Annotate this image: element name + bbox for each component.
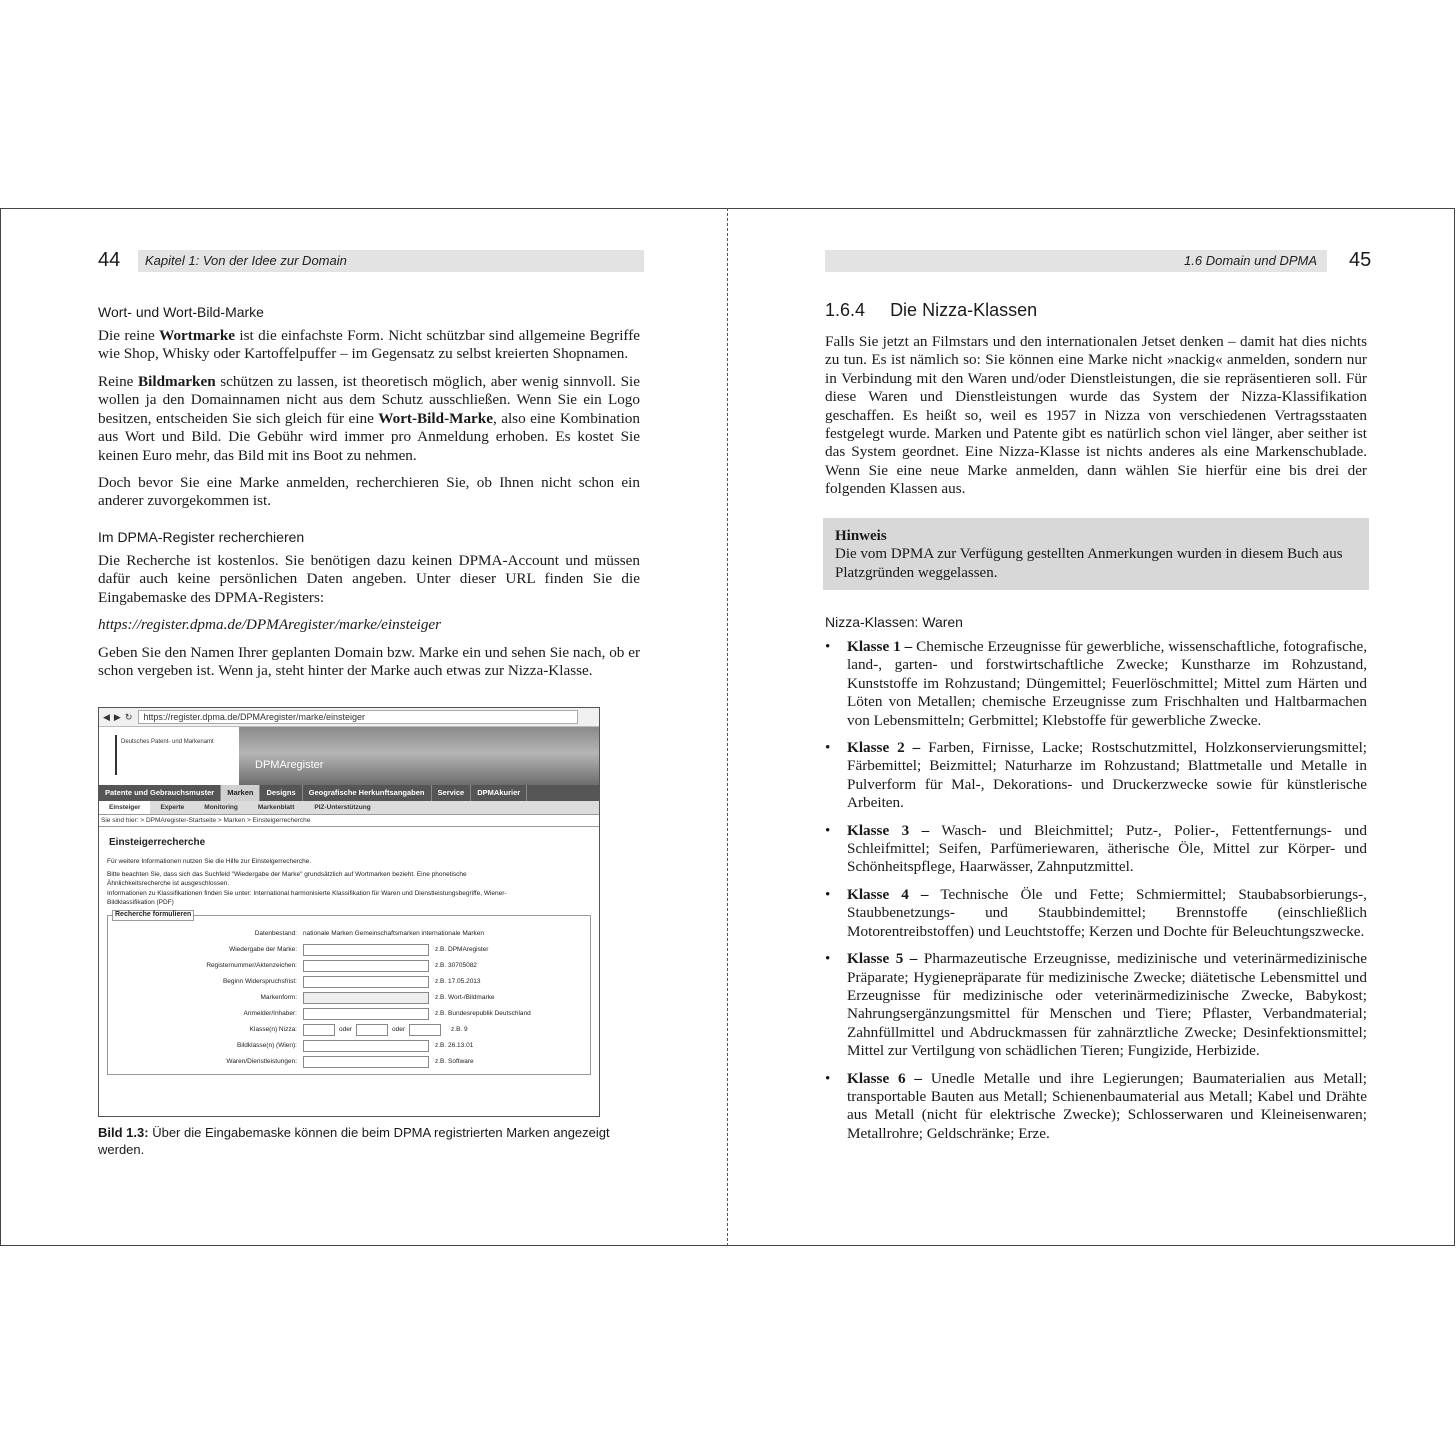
info-hilfe: Für weitere Informationen nutzen Sie die Hilfe zur Einsteigerrecherche. — [107, 857, 312, 865]
subnav-markenblatt[interactable]: Markenblatt — [257, 804, 295, 811]
nizza-input-2[interactable] — [356, 1024, 388, 1036]
waren-heading: Nizza-Klassen: Waren — [825, 614, 963, 630]
anmelder-input[interactable] — [303, 1008, 429, 1020]
para-recherche: Doch bevor Sie eine Marke anmelden, recherchieren Sie, ob Ihnen nicht schon ein anderer zuvorgekommen ist. — [98, 474, 640, 510]
left-page-number: 44 — [98, 249, 121, 271]
list-item: • Klasse 3 – Wasch- und Bleichmittel; Putz-, Polier-, Fettentfernungs- und Schleifmittel; Seifen, Parfümeriewaren, ätherische Öle, Mittel zur Körper- und Schönheitspflege, Haarwässer, Zahnputzmittel. — [825, 821, 1367, 876]
page-gutter — [727, 208, 728, 1246]
row-waren: Waren/Dienstleistungen: z.B. Software — [112, 1054, 586, 1070]
right-page-number: 45 — [1349, 249, 1372, 271]
dpma-logo: Deutsches Patent- und Markenamt — [99, 727, 239, 785]
nav-herkunft[interactable]: Geografische Herkunftsangaben — [303, 785, 432, 801]
form-legend: Recherche formulieren — [112, 910, 194, 921]
widerspruch-input[interactable] — [303, 976, 429, 988]
list-item: • Klasse 5 – Pharmazeutische Erzeugnisse, medizinische und veterinärmedizinische Präparate; Hygienepräparate für medizinische Zwecke; diätetische Lebensmittel und Erzeugnisse für medizinische oder veterinärmedizinische Zwecke, Babykost; Nahrungsergänzungsmittel für Menschen und Tiere; Pflaster, Verbandmaterial; Zahnfüllmittel und Abdruckmassen für zahnärztliche Zwecke; Desinfektionsmittel; Mittel zur Vertilgung von schädlichen Tieren; Fungizide, Herbizide. — [825, 950, 1367, 1060]
register-url[interactable]: https://register.dpma.de/DPMAregister/marke/einsteiger — [98, 616, 442, 633]
search-body — [99, 827, 599, 1081]
dpma-banner — [99, 727, 599, 785]
para-domain: Geben Sie den Namen Ihrer geplanten Domain bzw. Marke ein und sehen Sie nach, ob er schon vergeben ist. Wenn ja, steht hinter der Marke auch etwas zur Nizza-Klasse. — [98, 644, 640, 680]
hinweis-box — [823, 518, 1369, 590]
address-bar[interactable]: https://register.dpma.de/DPMAregister/marke/einsteiger — [138, 710, 578, 724]
info-suchfeld: Bitte beachten Sie, dass sich das Suchfeld "Wiedergabe der Marke" grundsätzlich auf Wortmarken bezieht. Eine phonetische Ähnlichkeitsrecherche ist ausgeschlossen. — [107, 871, 467, 887]
nizza-class-list — [825, 638, 1367, 1152]
markenform-select[interactable] — [303, 992, 429, 1004]
reload-icon[interactable]: ↻ — [124, 711, 133, 722]
row-datenbestand: Datenbestand: nationale Marken Gemeinschaftsmarken internationale Marken — [254, 929, 485, 937]
row-widerspruch: Beginn Widerspruchsfrist: z.B. 17.05.2013 — [112, 974, 586, 990]
subnav-experte[interactable]: Experte — [160, 804, 185, 811]
hinweis-text: Die vom DPMA zur Verfügung gestellten Anmerkungen wurden in diesem Buch aus Platzgründen weggelassen. — [835, 546, 1343, 581]
search-title: Einsteigerrecherche — [109, 837, 206, 848]
subnav-einsteiger[interactable]: Einsteiger — [99, 801, 150, 814]
back-icon[interactable]: ◀ — [103, 711, 110, 722]
nav-marken[interactable]: Marken — [221, 785, 260, 801]
banner-image — [239, 727, 599, 785]
row-registernummer: Registernummer/Aktenzeichen: z.B. 30705082 — [112, 958, 586, 974]
bildklasse-input[interactable] — [303, 1040, 429, 1052]
heading-wortmarke: Wort- und Wort-Bild-Marke — [98, 304, 264, 320]
section-number: 1.6.4 — [825, 300, 866, 320]
row-anmelder: Anmelder/Inhaber: z.B. Bundesrepublik Deutschland — [112, 1006, 586, 1022]
row-markenform: Markenform: z.B. Wort-/Bildmarke — [112, 990, 586, 1006]
sub-nav — [99, 801, 599, 815]
main-nav — [99, 785, 599, 801]
breadcrumb: Sie sind hier: > DPMAregister-Startseite > Marken > Einsteigerrecherche — [99, 815, 599, 827]
browser-bar — [99, 708, 599, 727]
forward-icon[interactable]: ▶ — [113, 711, 121, 722]
wiedergabe-input[interactable] — [303, 944, 429, 956]
list-item: • Klasse 6 – Unedle Metalle und ihre Legierungen; Baumaterialien aus Metall; transportable Bauten aus Metall; Schienenbaumaterial aus Metall; Kabel und Drähte aus Metall (nicht für elektrische Zwecke); Schlosserwaren und Kleineisenwaren; Metallrohre; Geldschränke; Erze. — [825, 1069, 1367, 1142]
para-kostenlos: Die Recherche ist kostenlos. Sie benötigen dazu keinen DPMA-Account und müssen dafür auch keine persönlichen Daten angeben. Unter dieser URL finden Sie die Eingabemaske des DPMA-Registers: — [98, 552, 640, 606]
heading-register: Im DPMA-Register recherchieren — [98, 529, 305, 545]
right-running-header — [825, 248, 1370, 272]
row-wiedergabe: Wiedergabe der Marke: z.B. DPMAregister — [112, 942, 586, 958]
section-title: Die Nizza-Klassen — [890, 300, 1038, 320]
nav-designs[interactable]: Designs — [260, 785, 302, 801]
list-item: • Klasse 4 – Technische Öle und Fette; Schmiermittel; Staubabsorbierungs-, Staubbenetzungs- und Staubbindemittel; Brennstoffe (einschließlich Motorentreibstoffen) und Leuchtstoffe; Kerzen und Dochte für Beleuchtungszwecke. — [825, 885, 1367, 940]
registernummer-input[interactable] — [303, 960, 429, 972]
left-running-header — [98, 248, 644, 272]
nav-patente[interactable]: Patente und Gebrauchsmuster — [99, 785, 221, 801]
banner-title: DPMAregister — [255, 759, 324, 771]
dpma-screenshot — [98, 707, 600, 1117]
nav-kurier[interactable]: DPMAkurier — [471, 785, 527, 801]
caption-text: Über die Eingabemaske können die beim DPMA registrierten Marken angezeigt werden. — [98, 1125, 610, 1157]
subnav-piz[interactable]: PIZ-Unterstützung — [314, 804, 371, 811]
row-bildklasse: Bildklasse(n) (Wien): z.B. 26.13.01 — [112, 1038, 586, 1054]
subnav-monitoring[interactable]: Monitoring — [204, 804, 238, 811]
caption-label: Bild 1.3: — [98, 1125, 149, 1140]
right-running-head: 1.6 Domain und DPMA — [825, 250, 1327, 272]
nizza-intro: Falls Sie jetzt an Filmstars und den internationalen Jetset denken – damit hat dies nichts zu tun. Es ist nämlich so: Sie können eine Marke nicht »nackig« anmelden, sondern nur in Verbindung mit den Waren und/oder Dienstleistungen, die sie repräsentieren soll. Für diese Waren und Dienstleistungen wurde das System der Nizza-Klassifikation geschaffen. Es heißt so, weil es 1957 in Nizza von verschiedenen Vertragsstaaten festgelegt wurde. Marken und Patente gibt es natürlich schon viel länger, aber seither ist das System geordnet. Eine Nizza-Klasse ist nichts anderes als eine Markenschublade. Wenn Sie eine neue Marke anmelden, dann wählen Sie hierfür eine bis drei der folgenden Klassen aus. — [825, 333, 1367, 498]
search-form — [107, 911, 591, 1075]
hinweis-title: Hinweis — [835, 528, 887, 544]
datenbestand-checkboxes[interactable]: nationale Marken Gemeinschaftsmarken internationale Marken — [303, 929, 485, 937]
nizza-input-1[interactable] — [303, 1024, 335, 1036]
left-running-head: Kapitel 1: Von der Idee zur Domain — [138, 250, 644, 272]
nizza-input-3[interactable] — [409, 1024, 441, 1036]
para-wortmarke: Die reine Wortmarke ist die einfachste Form. Nicht schützbar sind allgemeine Begriffe wie Shop, Whisky oder Kartoffelpuffer – im Gegensatz zu selbst kreierten Shopnamen. — [98, 327, 641, 363]
info-klassifikation[interactable]: Informationen zu Klassifikationen finden Sie unter: International harmonisierte Klassifikation für Waren und Dienstleistungsbegriffe, Wiener-Bildklassifikation (PDF) — [107, 890, 507, 906]
figure-caption — [98, 1124, 628, 1158]
section-heading — [825, 300, 1037, 321]
list-item: • Klasse 1 – Chemische Erzeugnisse für gewerbliche, wissenschaftliche, fotografische, land-, garten- und forstwirtschaftliche Zwecke; Kunstharze im Rohzustand, Kunststoffe im Rohzustand; Düngemittel; Feuerlöschmittel; Mittel zum Härten und Löten von Metallen; chemische Erzeugnisse zum Frischhalten und Haltbarmachen von Lebensmitteln; Gerbmittel; Klebstoffe für gewerbliche Zwecke. — [825, 638, 1367, 729]
waren-input[interactable] — [303, 1056, 429, 1068]
para-bildmarke: Reine Bildmarken schützen zu lassen, ist theoretisch möglich, aber wenig sinnvoll. Sie wollen ja den Domainnamen nicht aus dem Schutz ausschließen. Wenn Sie ein Logo besitzen, entscheiden Sie sich gleich für eine Wort-Bild-Marke, also eine Kombination aus Wort und Bild. Die Gebühr wird immer pro Anmeldung erhoben. Es kostet Sie keinen Euro mehr, das Bild mit ins Boot zu nehmen. — [98, 373, 640, 464]
nav-service[interactable]: Service — [432, 785, 472, 801]
list-item: • Klasse 2 – Farben, Firnisse, Lacke; Rostschutzmittel, Holzkonservierungsmittel; Färbemittel; Beizmittel; Naturharze im Rohzustand; Blattmetalle und Metalle in Pulverform für Mal-, Dekorations- und Druckerzwecke sowie für künstlerische Arbeiten. — [825, 739, 1368, 812]
row-nizza: Klasse(n) Nizza: oder oder z.B. 9 — [112, 1022, 586, 1038]
